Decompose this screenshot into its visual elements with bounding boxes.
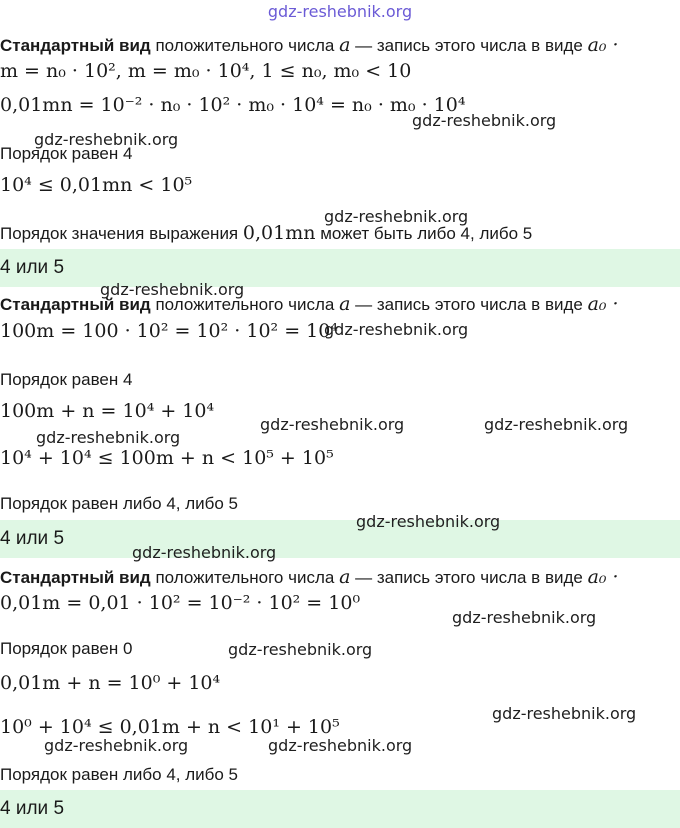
watermark: gdz-reshebnik.org (484, 415, 629, 434)
block2-expr1: 100m = 100 · 10² = 10² · 10² = 10⁴ (0, 320, 338, 342)
definition-text: положительного числа (155, 36, 335, 55)
definition-text: положительного числа (155, 295, 335, 314)
block3-conclusion: Порядок равен либо 4, либо 5 (0, 765, 239, 784)
definition-a0: a₀ · (587, 293, 619, 315)
block2-expr2: 100m + n = 10⁴ + 10⁴ (0, 400, 215, 422)
watermark: gdz-reshebnik.org (34, 130, 179, 149)
block1-conclusion-post: может быть либо 4, либо 5 (320, 224, 533, 243)
watermark: gdz-reshebnik.org (132, 543, 277, 562)
definition-text: положительного числа (155, 568, 335, 587)
block1-answer: 4 или 5 (0, 257, 65, 278)
watermark: gdz-reshebnik.org (44, 736, 189, 755)
watermark: gdz-reshebnik.org (452, 608, 597, 627)
definition-line-2 (0, 293, 619, 315)
block3-answer: 4 или 5 (0, 798, 65, 819)
block2-answer: 4 или 5 (0, 528, 65, 549)
site-header-link[interactable]: gdz-reshebnik.org (267, 2, 413, 21)
watermark: gdz-reshebnik.org (260, 415, 405, 434)
definition-dash-text: — запись этого числа в виде (355, 295, 583, 314)
block1-order: Порядок равен 4 (0, 144, 133, 163)
watermark: gdz-reshebnik.org (324, 207, 469, 226)
block3-inequality: 10⁰ + 10⁴ ≤ 0,01m + n < 10¹ + 10⁵ (0, 716, 340, 738)
block3-expr2: 0,01m + n = 10⁰ + 10⁴ (0, 672, 221, 694)
block2-conclusion: Порядок равен либо 4, либо 5 (0, 494, 239, 513)
watermark: gdz-reshebnik.org (268, 736, 413, 755)
watermark: gdz-reshebnik.org (36, 428, 181, 447)
block1-conclusion-pre: Порядок значения выражения (0, 224, 239, 243)
block3-expr1: 0,01m = 0,01 · 10² = 10⁻² · 10² = 10⁰ (0, 592, 361, 614)
definition-a0: a₀ · (587, 34, 619, 56)
block1-expr2: 0,01mn = 10⁻² · n₀ · 10² · m₀ · 10⁴ = n₀ · m₀ · 10⁴ (0, 94, 466, 116)
definition-term: Стандартный вид (0, 36, 151, 55)
watermark: gdz-reshebnik.org (228, 640, 373, 659)
definition-var: a (339, 34, 351, 56)
definition-term: Стандартный вид (0, 295, 151, 314)
watermark: gdz-reshebnik.org (324, 320, 469, 339)
definition-dash-text: — запись этого числа в виде (355, 568, 583, 587)
watermark: gdz-reshebnik.org (492, 704, 637, 723)
definition-term: Стандартный вид (0, 568, 151, 587)
watermark: gdz-reshebnik.org (100, 280, 245, 299)
definition-a0: a₀ · (587, 566, 619, 588)
definition-dash-text: — запись этого числа в виде (355, 36, 583, 55)
block1-expr1: m = n₀ · 10², m = m₀ · 10⁴, 1 ≤ n₀, m₀ < 10 (0, 60, 412, 82)
block3-order: Порядок равен 0 (0, 639, 133, 658)
block1-inequality: 10⁴ ≤ 0,01mn < 10⁵ (0, 174, 193, 196)
block3-answer-box (0, 790, 680, 828)
block2-order: Порядок равен 4 (0, 370, 133, 389)
block2-answer-box (0, 520, 680, 558)
definition-line (0, 34, 619, 56)
block1-conclusion-expr: 0,01mn (242, 222, 316, 244)
definition-var: a (339, 293, 351, 315)
block2-inequality: 10⁴ + 10⁴ ≤ 100m + n < 10⁵ + 10⁵ (0, 447, 334, 469)
definition-line-3 (0, 566, 619, 588)
definition-var: a (339, 566, 351, 588)
watermark: gdz-reshebnik.org (356, 512, 501, 531)
watermark: gdz-reshebnik.org (412, 111, 557, 130)
